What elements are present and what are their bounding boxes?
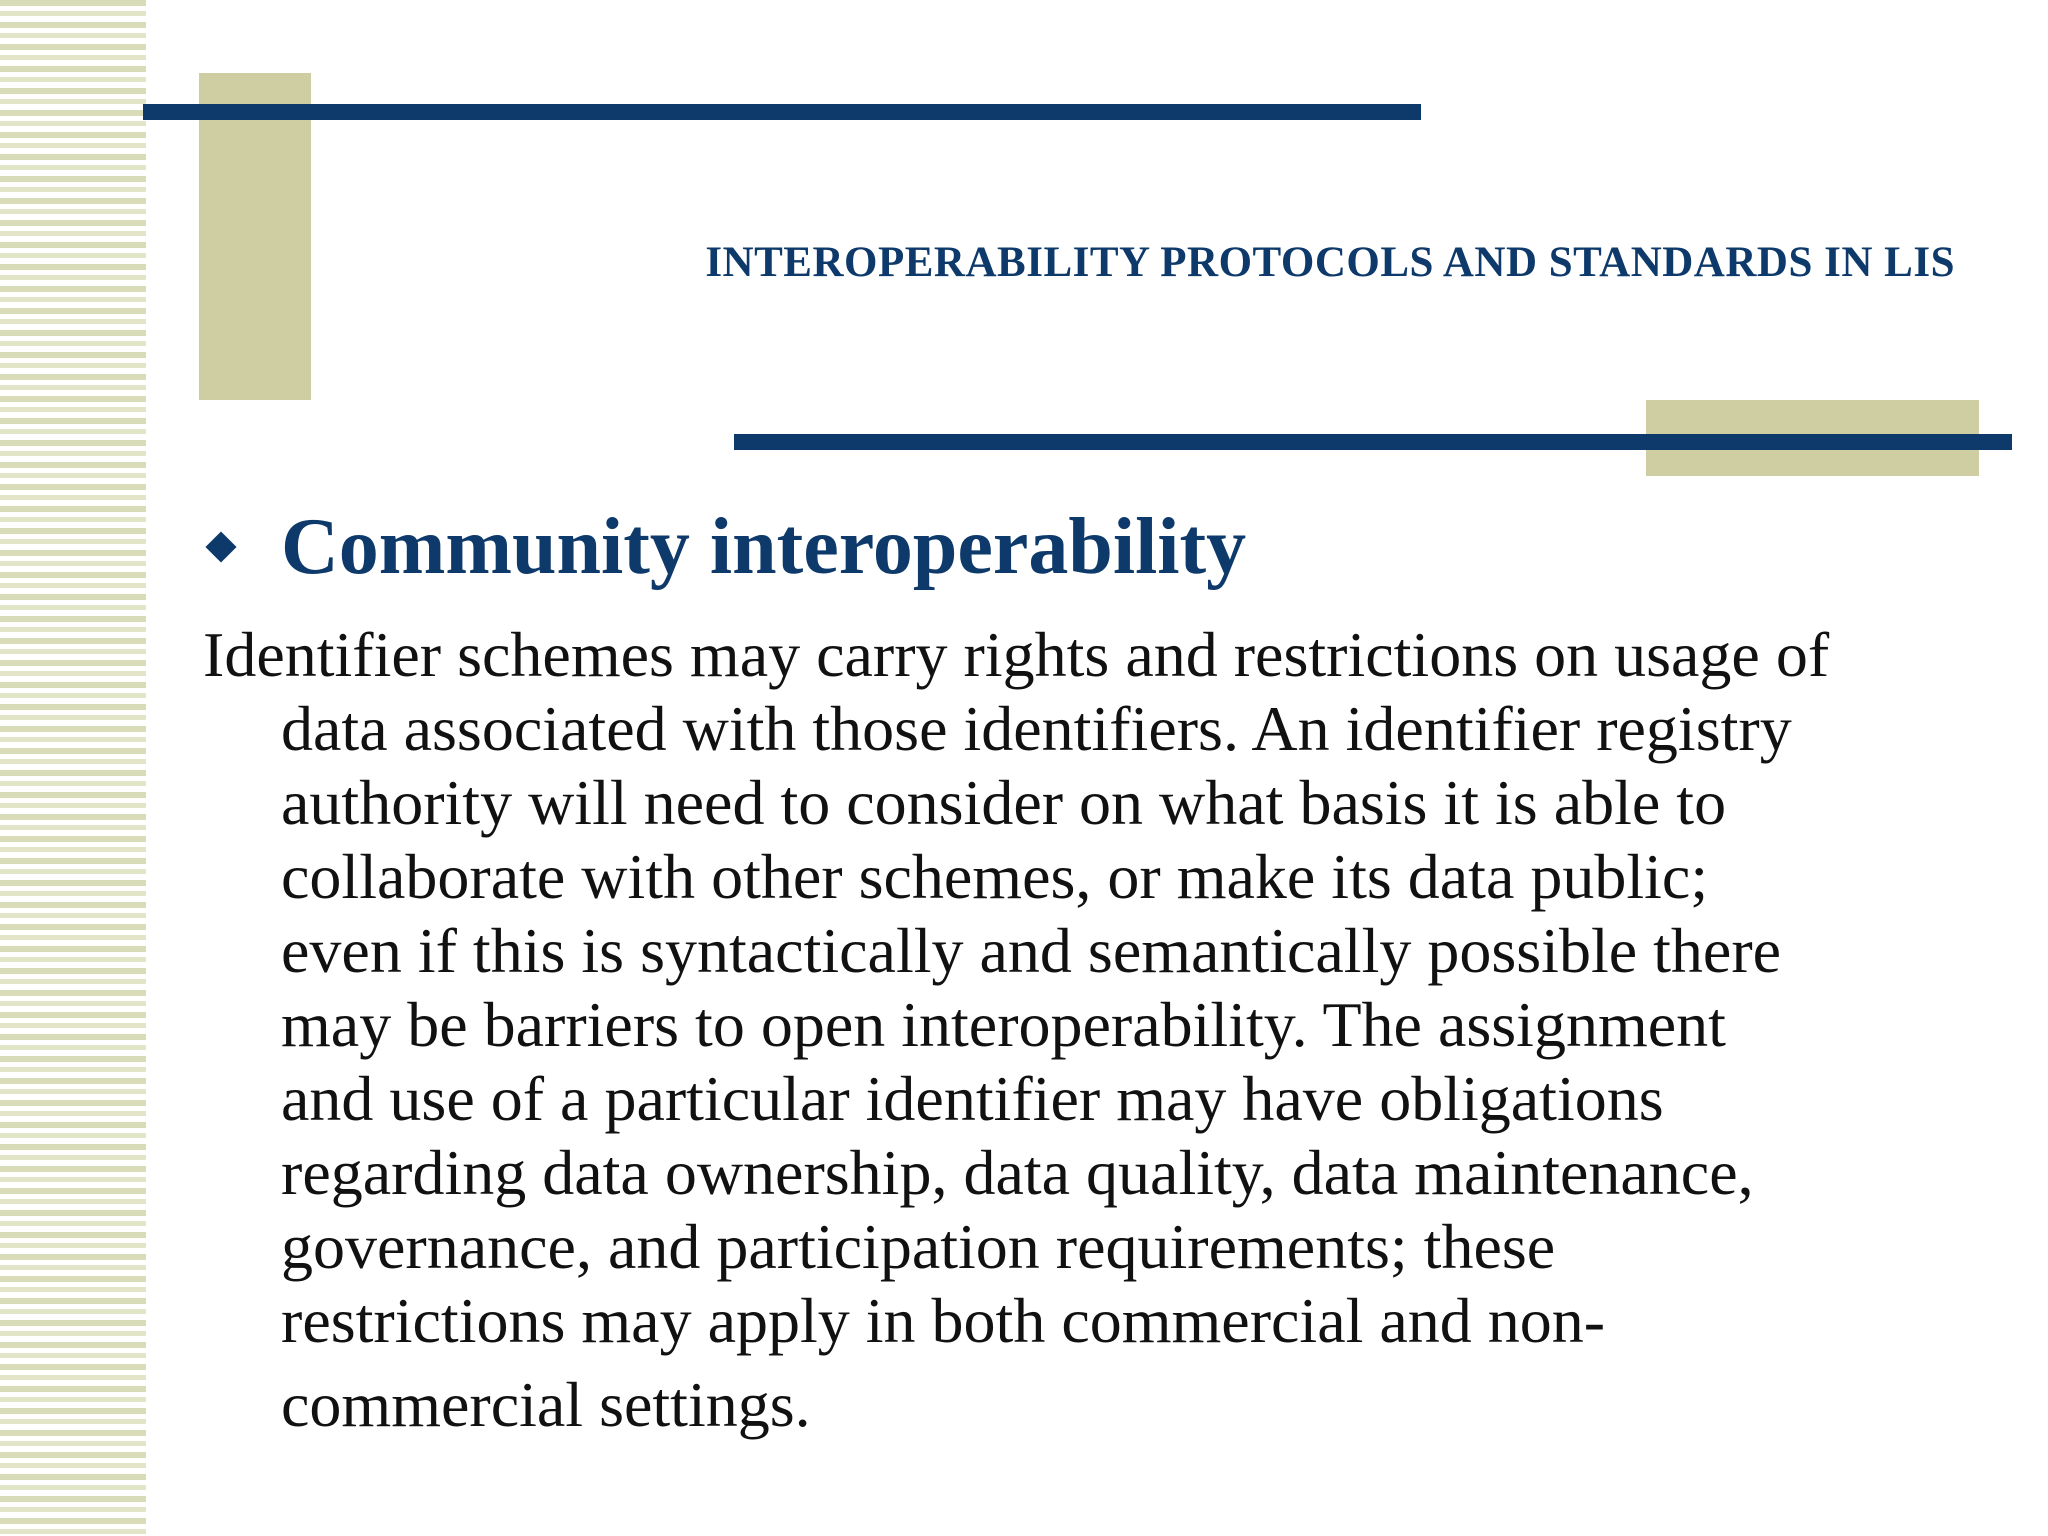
navy-bar-top <box>143 104 1421 120</box>
body-paragraph <box>203 618 1993 1442</box>
body-line: and use of a particular identifier may have obligations <box>281 1063 1664 1134</box>
section-heading: Community interoperability <box>281 503 1247 591</box>
body-line: restrictions may apply in both commercial and non- <box>281 1285 1606 1356</box>
slide-title: INTEROPERABILITY PROTOCOLS AND STANDARDS IN LIS <box>705 239 1955 286</box>
body-line: governance, and participation requirements; these <box>281 1211 1556 1282</box>
side-stripe-decoration <box>0 0 146 1536</box>
diamond-bullet-icon <box>205 531 236 562</box>
body-line: commercial settings. <box>281 1369 811 1440</box>
khaki-block-top <box>199 73 311 400</box>
body-line: regarding data ownership, data quality, data maintenance, <box>281 1137 1754 1208</box>
body-line: may be barriers to open interoperability. The assignment <box>281 989 1726 1060</box>
body-line: Identifier schemes may carry rights and restrictions on usage of <box>203 619 1830 690</box>
body-line: even if this is syntactically and semantically possible there <box>281 915 1782 986</box>
body-line: collaborate with other schemes, or make its data public; <box>281 841 1709 912</box>
body-line: authority will need to consider on what basis it is able to <box>281 767 1727 838</box>
body-line: data associated with those identifiers. An identifier registry <box>281 693 1792 764</box>
navy-bar-bottom <box>734 434 2012 450</box>
